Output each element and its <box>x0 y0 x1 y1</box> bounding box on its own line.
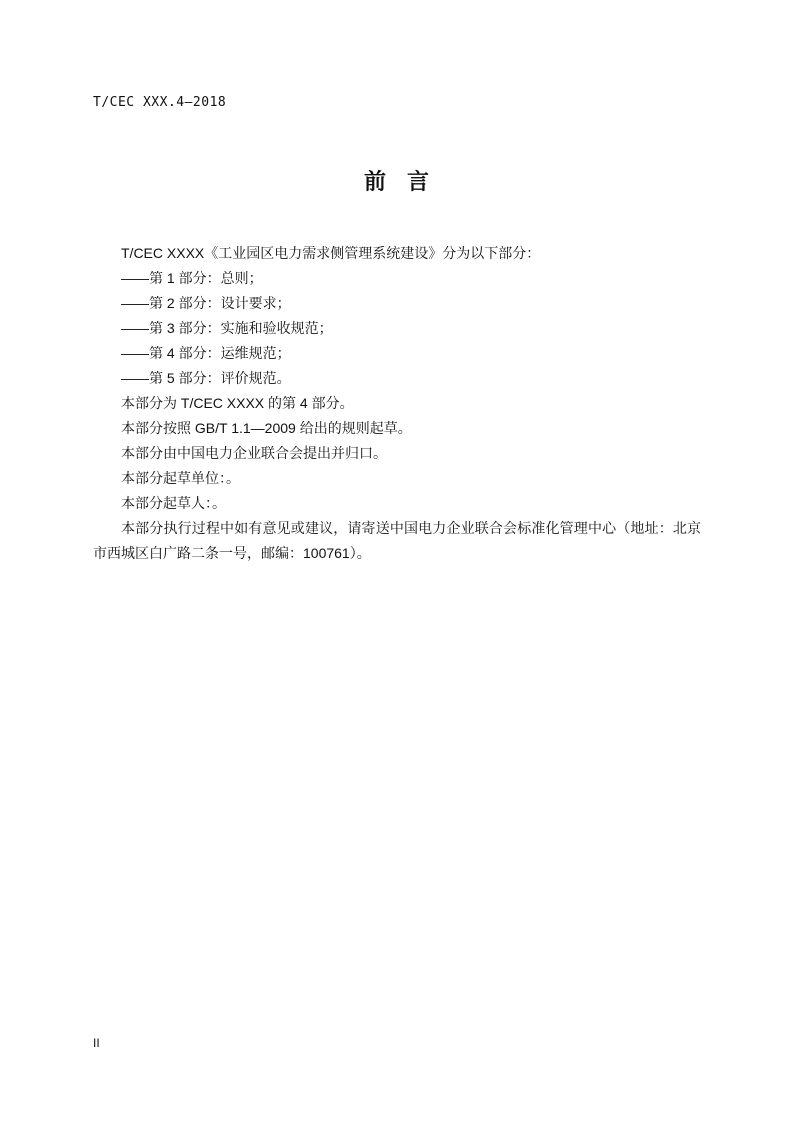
paragraph-drafters: 本部分起草人：。 <box>121 495 226 511</box>
part-list-item-5: ——第 5 部分：评价规范。 <box>121 370 291 386</box>
page-number: II <box>93 1036 100 1050</box>
paragraph-current-part: 本部分为 T/CEC XXXX 的第 4 部分。 <box>121 395 354 411</box>
part-list-item-2: ——第 2 部分：设计要求； <box>121 295 291 311</box>
paragraph-feedback: 本部分执行过程中如有意见或建议，请寄送中国电力企业联合会标准化管理中心（地址：北京市西城区白广路二条一号，邮编：100761）。 <box>93 520 701 561</box>
intro-paragraph: T/CEC XXXX《工业园区电力需求侧管理系统建设》分为以下部分： <box>121 245 541 261</box>
paragraph-drafting-org: 本部分起草单位：。 <box>121 470 240 486</box>
paragraph-proposed-by: 本部分由中国电力企业联合会提出并归口。 <box>121 445 387 461</box>
document-body <box>93 241 701 566</box>
part-list-item-4: ——第 4 部分：运维规范； <box>121 345 291 361</box>
paragraph-drafting-rules: 本部分按照 GB/T 1.1—2009 给出的规则起草。 <box>121 420 412 436</box>
foreword-title: 前 言 <box>363 169 430 194</box>
part-list-item-1: ——第 1 部分：总则； <box>121 270 263 286</box>
part-list-item-3: ——第 3 部分：实施和验收规范； <box>121 320 333 336</box>
standard-number-header: T/CEC XXX.4—2018 <box>93 95 227 110</box>
